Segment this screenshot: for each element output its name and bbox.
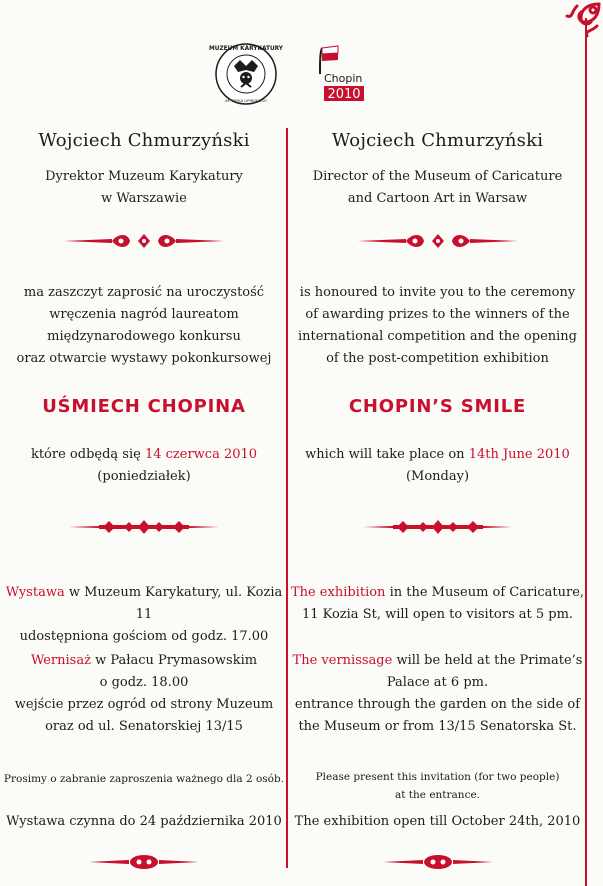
ornament-divider-icon xyxy=(89,854,199,870)
event-date xyxy=(2,444,286,488)
vernissage-line: wejście przez ogród od strony Muzeum xyxy=(14,697,274,712)
role-line: and Cartoon Art in Warsaw xyxy=(347,191,528,206)
invite-text xyxy=(2,282,286,370)
role-line: Director of the Museum of Caricature xyxy=(312,169,563,184)
vernissage-info xyxy=(2,650,286,738)
event-title: CHOPIN’S SMILE xyxy=(348,396,527,417)
chopin-logo-word: Chopin xyxy=(324,72,363,85)
sender-name: Wojciech Chmurzyński xyxy=(38,130,250,151)
sender-role xyxy=(2,166,286,210)
exhibition-info xyxy=(290,582,585,626)
ornament-divider-icon xyxy=(64,232,224,250)
event-title: UŚMIECH CHOPINA xyxy=(42,396,246,417)
role-line: w Warszawie xyxy=(101,191,187,206)
vernissage-text: will be held at the Primate’s xyxy=(392,653,583,668)
vernissage-line: oraz od ul. Senatorskiej 13/15 xyxy=(45,719,243,734)
corner-flourish-icon xyxy=(547,2,601,56)
ornament-divider-icon xyxy=(69,520,219,534)
museum-ring-subtext: IM. ERYKA LIPIŃSKIEGO xyxy=(225,99,267,103)
exhibition-hours: 11 Kozia St, will open to visitors at 5 pm. xyxy=(301,607,574,622)
exhibition-text: in the Museum of Caricature, xyxy=(385,585,585,600)
vernissage-line: the Museum or from 13/15 Senatorska St. xyxy=(298,719,577,734)
date-day: (Monday) xyxy=(405,469,470,484)
exhibition-info xyxy=(2,582,286,648)
invitation-note xyxy=(290,768,585,804)
note-line: at the entrance. xyxy=(394,789,481,801)
vernissage-info xyxy=(290,650,585,738)
invite-line: oraz otwarcie wystawy pokonkursowej xyxy=(16,351,272,366)
chopin-logo-icon xyxy=(314,44,368,104)
date-value: 14th June 2010 xyxy=(468,447,570,462)
vernissage-line: o godz. 18.00 xyxy=(99,675,189,690)
museum-logo-icon xyxy=(209,42,283,106)
ornament-divider-icon xyxy=(383,854,493,870)
museum-ring-text: MUZEUM KARYKATURY xyxy=(209,46,283,52)
invite-line: międzynarodowego konkursu xyxy=(47,329,241,344)
date-value: 14 czerwca 2010 xyxy=(144,447,258,462)
invite-line: wręczenia nagród laureatom xyxy=(49,307,239,322)
invite-line: international competition and the opening xyxy=(297,329,578,344)
ornament-divider-icon xyxy=(363,520,513,534)
vernissage-label: Wernisaż xyxy=(30,653,91,668)
exhibition-closing: The exhibition open till October 24th, 2010 xyxy=(294,814,581,829)
role-line: Dyrektor Muzeum Karykatury xyxy=(45,169,243,184)
date-day: (poniedziałek) xyxy=(97,469,191,484)
sender-role xyxy=(290,166,585,210)
date-prefix: which will take place on xyxy=(305,447,469,462)
invite-line: is honoured to invite you to the ceremony xyxy=(299,285,576,300)
invitation-note: Prosimy o zabranie zaproszenia ważnego dla 2 osób. xyxy=(3,773,285,785)
vernissage-line: Palace at 6 pm. xyxy=(386,675,489,690)
exhibition-label: The exhibition xyxy=(290,585,386,600)
sender-name: Wojciech Chmurzyński xyxy=(331,130,544,151)
invite-line: ma zaszczyt zaprosić na uroczystość xyxy=(23,285,265,300)
chopin-logo-year: 2010 xyxy=(327,87,361,102)
note-line: Please present this invitation (for two people) xyxy=(315,771,560,783)
vernissage-line: entrance through the garden on the side of xyxy=(294,697,581,712)
date-prefix: które odbędą się xyxy=(30,447,145,462)
vernissage-text: w Pałacu Prymasowskim xyxy=(90,653,258,668)
right-frame-line xyxy=(585,18,587,886)
event-date xyxy=(290,444,585,488)
ornament-divider-icon xyxy=(358,232,518,250)
invite-line: of awarding prizes to the winners of the xyxy=(305,307,570,322)
exhibition-label: Wystawa xyxy=(5,585,65,600)
exhibition-text: w Muzeum Karykatury, ul. Kozia 11 xyxy=(64,585,283,622)
invite-text xyxy=(290,282,585,370)
exhibition-hours: udostępniona gościom od godz. 17.00 xyxy=(19,629,269,644)
column-divider xyxy=(286,128,288,868)
exhibition-closing: Wystawa czynna do 24 października 2010 xyxy=(6,814,282,829)
invite-line: of the post-competition exhibition xyxy=(326,351,549,366)
vernissage-label: The vernissage xyxy=(292,653,393,668)
